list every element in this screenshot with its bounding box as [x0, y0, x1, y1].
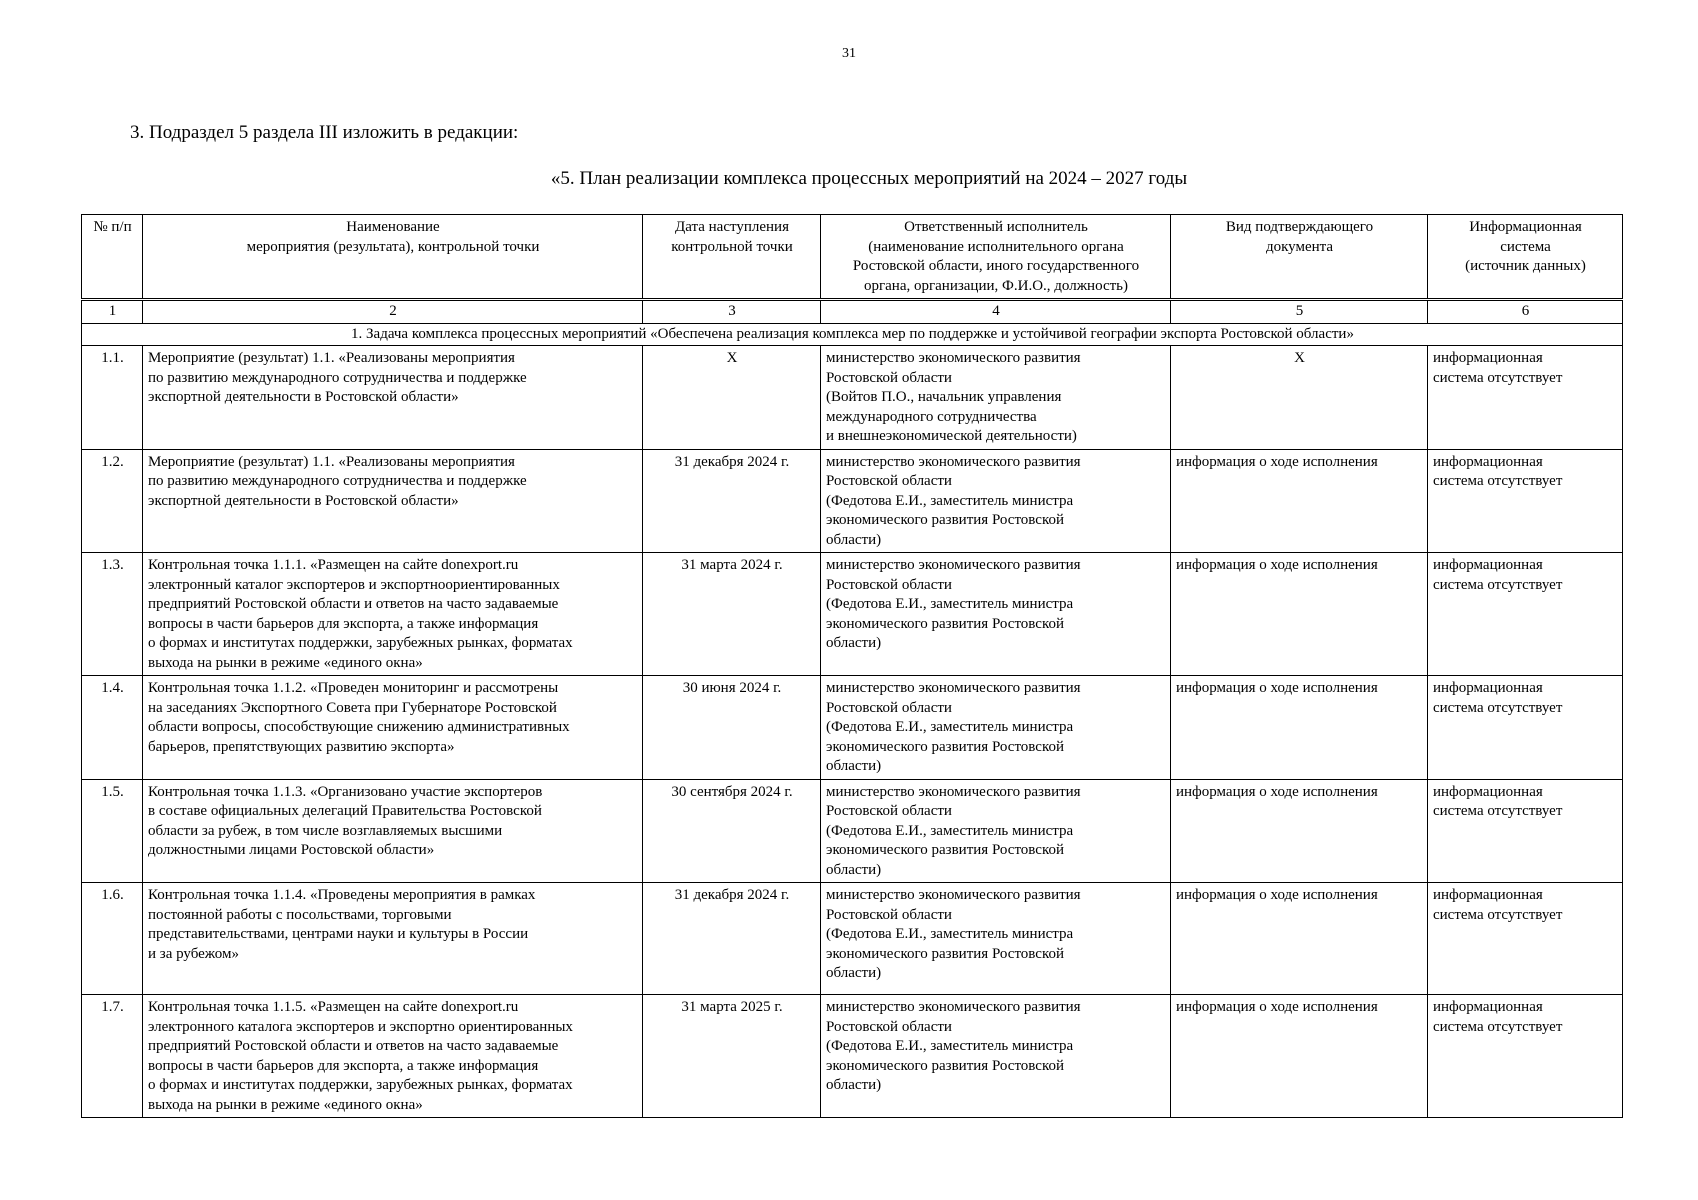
row-system: информационная система отсутствует	[1428, 883, 1623, 995]
table-row	[82, 676, 1623, 780]
intro-paragraph: 3. Подраздел 5 раздела III изложить в редакции:	[130, 122, 519, 143]
row-date: 31 декабря 2024 г.	[643, 449, 821, 553]
column-header-system: Информационная система (источник данных)	[1428, 215, 1623, 300]
column-header-executor: Ответственный исполнитель (наименование исполнительного органа Ростовской области, иного государственного органа, организации, Ф.И.О., должность)	[821, 215, 1171, 300]
row-number: 1.1.	[82, 346, 143, 450]
row-system: информационная система отсутствует	[1428, 676, 1623, 780]
row-name: Контрольная точка 1.1.1. «Размещен на сайте donexport.ru электронный каталог экспортеров и экспортноориентированных предприятий Ростовской области и ответов на часто задаваемые вопросы в части барьеров для экспорта, а также информация о формах и институтах поддержки, зарубежных рынках, форматах выхода на рынки в режиме «единого окна»	[143, 553, 643, 676]
column-header-number: № п/п	[82, 215, 143, 300]
row-name: Контрольная точка 1.1.5. «Размещен на сайте donexport.ru электронного каталога экспортеров и экспортно ориентированных предприятий Ростовской области и ответов на часто задаваемые вопросы в части барьеров для экспорта, а также информация о формах и институтах поддержки, зарубежных рынках, форматах выхода на рынки в режиме «единого окна»	[143, 995, 643, 1118]
task-row	[82, 323, 1623, 346]
row-name: Мероприятие (результат) 1.1. «Реализованы мероприятия по развитию международного сотрудничества и поддержке экспортной деятельности в Ростовской области»	[143, 449, 643, 553]
row-date: 30 сентября 2024 г.	[643, 779, 821, 883]
table-header-row	[82, 215, 1623, 300]
row-number: 1.5.	[82, 779, 143, 883]
column-number: 2	[143, 300, 643, 324]
page-number: 31	[842, 46, 856, 61]
row-date: 30 июня 2024 г.	[643, 676, 821, 780]
row-number: 1.3.	[82, 553, 143, 676]
row-document: информация о ходе исполнения	[1171, 883, 1428, 995]
row-date: 31 декабря 2024 г.	[643, 883, 821, 995]
row-name: Контрольная точка 1.1.4. «Проведены мероприятия в рамках постоянной работы с посольствами, торговыми представительствами, центрами науки и культуры в России и за рубежом»	[143, 883, 643, 995]
column-number: 1	[82, 300, 143, 324]
row-date: Х	[643, 346, 821, 450]
row-date: 31 марта 2024 г.	[643, 553, 821, 676]
column-header-date: Дата наступления контрольной точки	[643, 215, 821, 300]
table-row	[82, 883, 1623, 995]
row-document: Х	[1171, 346, 1428, 450]
row-name: Мероприятие (результат) 1.1. «Реализованы мероприятия по развитию международного сотрудничества и поддержке экспортной деятельности в Ростовской области»	[143, 346, 643, 450]
row-system: информационная система отсутствует	[1428, 449, 1623, 553]
row-system: информационная система отсутствует	[1428, 346, 1623, 450]
plan-title: «5. План реализации комплекса процессных мероприятий на 2024 – 2027 годы	[550, 168, 1188, 189]
row-document: информация о ходе исполнения	[1171, 779, 1428, 883]
column-number: 3	[643, 300, 821, 324]
row-executor: министерство экономического развития Ростовской области (Федотова Е.И., заместитель министра экономического развития Ростовской области)	[821, 449, 1171, 553]
table-row	[82, 995, 1623, 1118]
row-document: информация о ходе исполнения	[1171, 995, 1428, 1118]
row-executor: министерство экономического развития Ростовской области (Федотова Е.И., заместитель министра экономического развития Ростовской области)	[821, 779, 1171, 883]
column-numbers-row	[82, 300, 1623, 324]
table-row	[82, 553, 1623, 676]
row-name: Контрольная точка 1.1.2. «Проведен мониторинг и рассмотрены на заседаниях Экспортного Совета при Губернаторе Ростовской области вопросы, способствующие снижению административных барьеров, препятствующих развитию экспорта»	[143, 676, 643, 780]
row-system: информационная система отсутствует	[1428, 995, 1623, 1118]
column-number: 6	[1428, 300, 1623, 324]
row-number: 1.4.	[82, 676, 143, 780]
column-number: 5	[1171, 300, 1428, 324]
table-row	[82, 779, 1623, 883]
row-system: информационная система отсутствует	[1428, 553, 1623, 676]
row-system: информационная система отсутствует	[1428, 779, 1623, 883]
row-name: Контрольная точка 1.1.3. «Организовано участие экспортеров в составе официальных делегаций Правительства Ростовской области за рубеж, в том числе возглавляемых высшими должностными лицами Ростовской области»	[143, 779, 643, 883]
row-number: 1.6.	[82, 883, 143, 995]
row-number: 1.2.	[82, 449, 143, 553]
column-header-document: Вид подтверждающего документа	[1171, 215, 1428, 300]
row-document: информация о ходе исполнения	[1171, 676, 1428, 780]
row-document: информация о ходе исполнения	[1171, 449, 1428, 553]
row-document: информация о ходе исполнения	[1171, 553, 1428, 676]
table-row	[82, 346, 1623, 450]
row-executor: министерство экономического развития Ростовской области (Федотова Е.И., заместитель министра экономического развития Ростовской области)	[821, 676, 1171, 780]
row-date: 31 марта 2025 г.	[643, 995, 821, 1118]
row-executor: министерство экономического развития Ростовской области (Федотова Е.И., заместитель министра экономического развития Ростовской области)	[821, 553, 1171, 676]
row-number: 1.7.	[82, 995, 143, 1118]
column-header-name: Наименование мероприятия (результата), контрольной точки	[143, 215, 643, 300]
table-row	[82, 449, 1623, 553]
task-title: 1. Задача комплекса процессных мероприятий «Обеспечена реализация комплекса мер по поддержке и устойчивой географии экспорта Ростовской области»	[82, 323, 1623, 346]
row-executor: министерство экономического развития Ростовской области (Федотова Е.И., заместитель министра экономического развития Ростовской области)	[821, 995, 1171, 1118]
column-number: 4	[821, 300, 1171, 324]
row-executor: министерство экономического развития Ростовской области (Федотова Е.И., заместитель министра экономического развития Ростовской области)	[821, 883, 1171, 995]
plan-table	[81, 214, 1623, 1118]
row-executor: министерство экономического развития Ростовской области (Войтов П.О., начальник управления международного сотрудничества и внешнеэкономической деятельности)	[821, 346, 1171, 450]
